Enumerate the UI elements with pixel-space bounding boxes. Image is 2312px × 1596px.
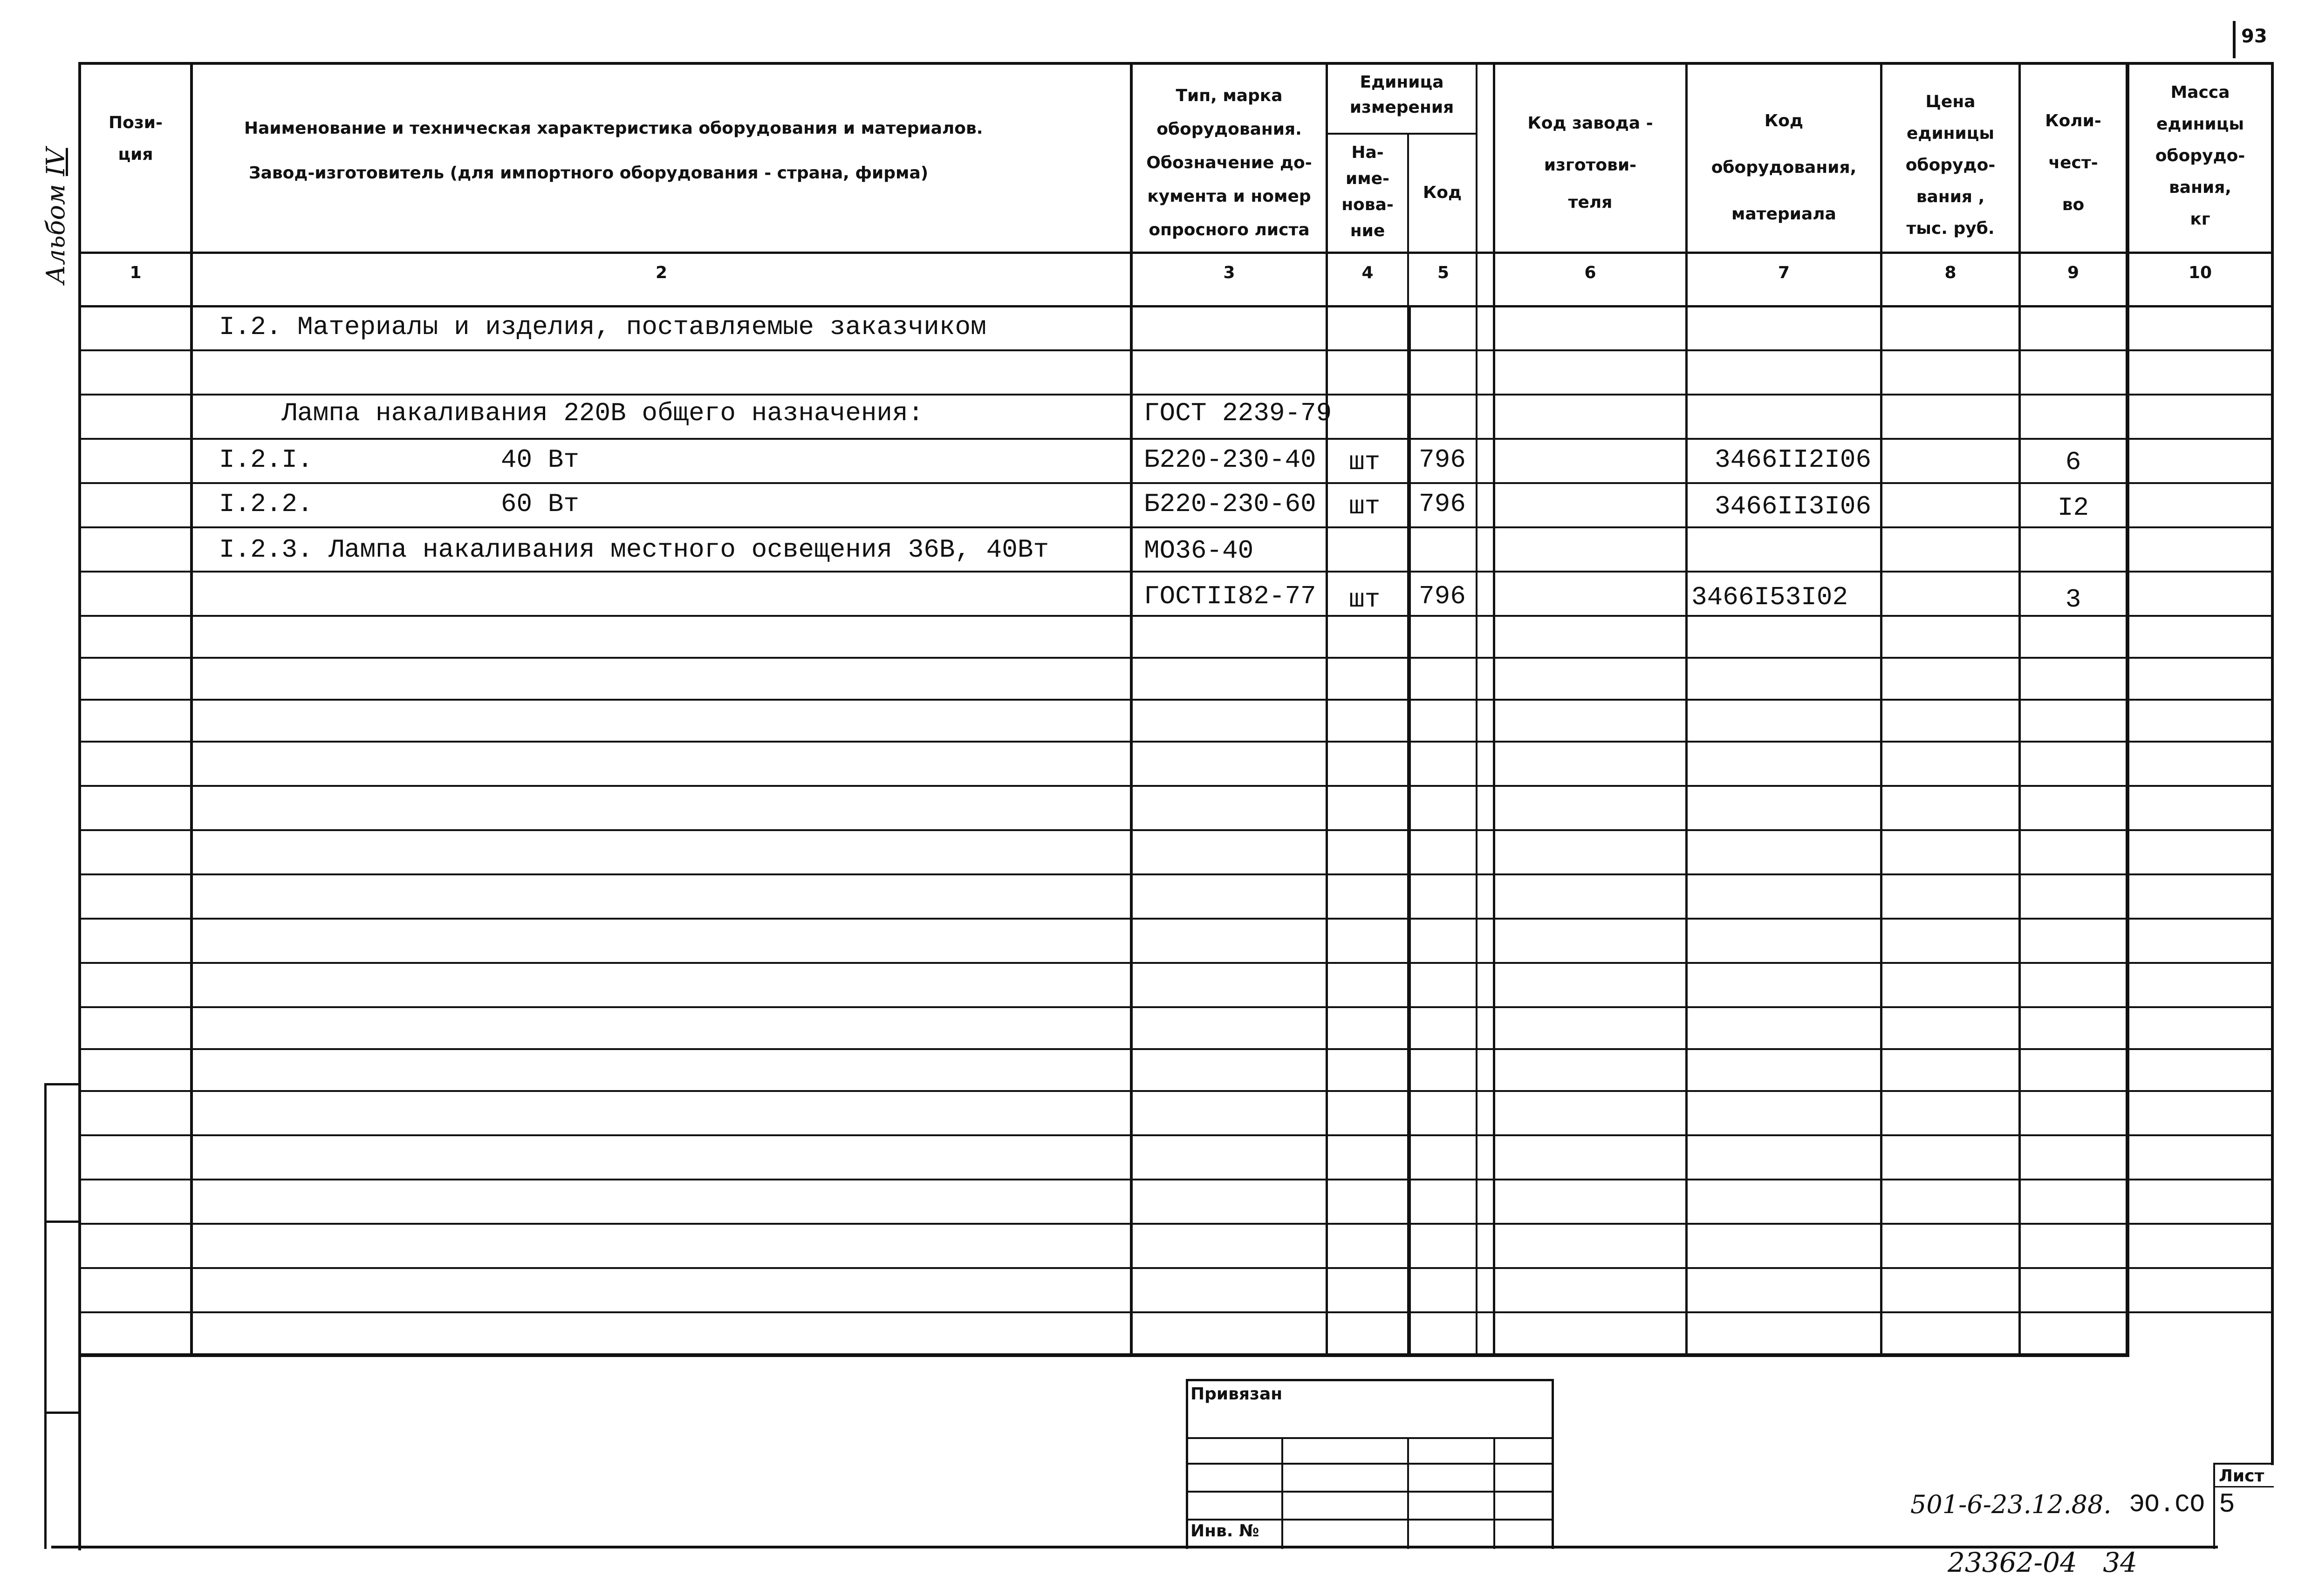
sheet-corner-number: 93	[2241, 26, 2267, 47]
header-name-2: Завод-изготовитель (для импортного оборудования - страна, фирма)	[249, 164, 929, 183]
header-equipment-code-3: материала	[1731, 205, 1836, 224]
column-number-2: 2	[655, 263, 668, 282]
header-unit-group-2: измерения	[1349, 98, 1454, 117]
header-type-5: опросного листа	[1149, 220, 1310, 239]
sheet-number: 5	[2219, 1490, 2235, 1520]
row-quantity: 6	[2065, 447, 2081, 477]
header-price-1: Цена	[1925, 92, 1976, 111]
header-price-3: оборудо-	[1905, 156, 1996, 175]
column-number-6: 6	[1584, 263, 1596, 282]
row-unit-code: 796	[1419, 445, 1466, 475]
header-equipment-code-1: Код	[1764, 111, 1804, 130]
row-name: Лампа накаливания 220В общего назначения:	[219, 398, 924, 428]
header-factory-code-2: изготови-	[1544, 156, 1637, 175]
column-number-1: 1	[130, 263, 142, 282]
column-number-3: 3	[1223, 263, 1235, 282]
row-equipment-code: 3466II3I06	[1715, 491, 1872, 521]
sheet-label: Лист	[2219, 1466, 2264, 1486]
section-code: ЭО.СО	[2129, 1491, 2205, 1519]
row-unit: шт	[1349, 585, 1381, 614]
header-unit-name-2: име-	[1345, 169, 1389, 188]
row-unit: шт	[1349, 491, 1381, 521]
row-quantity: I2	[2057, 493, 2089, 523]
row-unit-code: 796	[1419, 489, 1466, 519]
header-type-3: Обозначение до-	[1146, 153, 1312, 172]
row-unit: шт	[1349, 447, 1381, 477]
header-unit-group-1: Единица	[1360, 73, 1444, 92]
album-label-text: Альбом	[41, 184, 70, 284]
header-unit-name-1: На-	[1351, 143, 1384, 162]
row-type: Б220-230-60	[1144, 489, 1316, 519]
album-label	[41, 148, 70, 284]
header-quantity-3: во	[2062, 195, 2085, 214]
header-quantity-1: Коли-	[2045, 111, 2101, 130]
header-unit-name-3: нова-	[1341, 195, 1394, 214]
column-number-7: 7	[1778, 263, 1790, 282]
header-unit-code: Код	[1423, 183, 1462, 202]
document-code: 501-6-23.12.88.	[1910, 1490, 2112, 1519]
row-unit-code: 796	[1419, 581, 1466, 611]
row-name: I.2.I. 40 Вт	[219, 445, 579, 475]
header-type-2: оборудования.	[1156, 120, 1302, 139]
header-mass-5: кг	[2190, 210, 2210, 229]
row-type: ГОСТ 2239-79	[1144, 398, 1332, 428]
header-type-4: кумента и номер	[1147, 187, 1311, 206]
header-price-4: вания ,	[1916, 187, 1985, 206]
header-mass-1: Масса	[2170, 83, 2230, 102]
row-equipment-code: 3466II2I06	[1715, 445, 1872, 475]
header-factory-code-1: Код завода -	[1527, 114, 1653, 133]
album-number: IV	[41, 148, 70, 176]
header-position-2: ция	[118, 145, 153, 164]
row-type: Б220-230-40	[1144, 445, 1316, 475]
header-mass-3: оборудо-	[2155, 146, 2245, 165]
header-mass-4: вания,	[2169, 178, 2231, 197]
row-equipment-code: 3466I53I02	[1691, 582, 1848, 612]
header-mass-2: единицы	[2156, 115, 2244, 134]
header-name-1: Наименование и техническая характеристика оборудования и материалов.	[244, 119, 983, 138]
column-number-8: 8	[1944, 263, 1956, 282]
column-number-9: 9	[2067, 263, 2079, 282]
header-price-2: единицы	[1906, 124, 1995, 143]
bottom-code: 23362-04 34	[1948, 1547, 2138, 1578]
row-name: I.2. Материалы и изделия, поставляемые заказчиком	[219, 312, 986, 342]
row-quantity: 3	[2065, 585, 2081, 614]
attached-label: Привязан	[1190, 1385, 1283, 1404]
row-type: МО36-40	[1144, 536, 1254, 566]
header-equipment-code-2: оборудования,	[1711, 158, 1857, 177]
row-name: I.2.2. 60 Вт	[219, 489, 579, 519]
header-quantity-2: чест-	[2048, 153, 2098, 172]
column-number-5: 5	[1437, 263, 1450, 282]
row-name: I.2.3. Лампа накаливания местного освещения 36В, 40Вт	[219, 535, 1049, 565]
header-factory-code-3: теля	[1568, 193, 1613, 212]
column-number-4: 4	[1361, 263, 1374, 282]
column-number-10: 10	[2188, 263, 2212, 282]
header-unit-name-4: ние	[1350, 221, 1385, 240]
inventory-label: Инв. №	[1190, 1521, 1259, 1541]
corner-rule	[2233, 21, 2236, 58]
header-price-5: тыс. руб.	[1906, 219, 1995, 238]
header-position-1: Пози-	[109, 113, 163, 132]
header-type-1: Тип, марка	[1176, 86, 1283, 105]
row-type: ГОСТII82-77	[1144, 581, 1316, 611]
